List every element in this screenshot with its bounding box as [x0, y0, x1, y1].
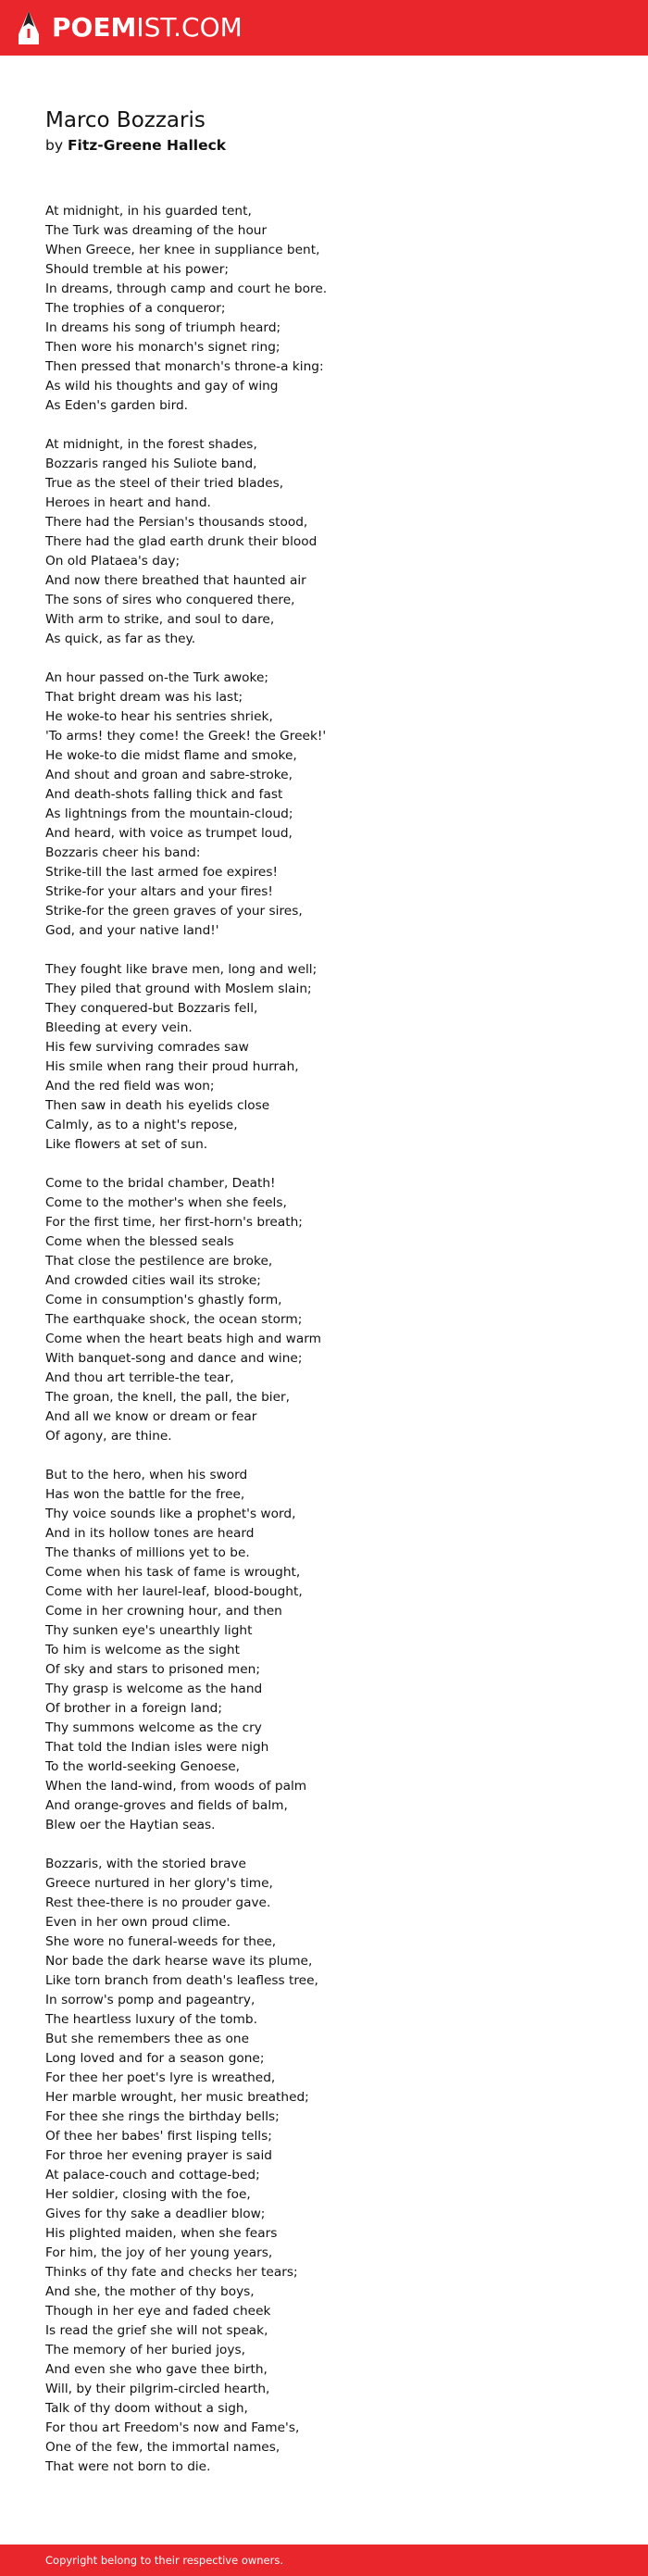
poem-line: At palace-couch and cottage-bed; — [45, 2168, 260, 2182]
poem-line: Strike-till the last armed foe expires! — [45, 865, 278, 880]
poem-line: That close the pestilence are broke, — [45, 1254, 273, 1269]
poem-line: Greece nurtured in her glory's time, — [45, 1876, 273, 1891]
poem-line: Come when his task of fame is wrought, — [45, 1565, 301, 1580]
poem-line: As lightnings from the mountain-cloud; — [45, 807, 293, 821]
poem-stanza — [45, 960, 619, 1155]
poem-line: To the world-seeking Genoese, — [45, 1759, 241, 1774]
poem-line: The Turk was dreaming of the hour — [45, 223, 268, 238]
poem-line: Has won the battle for the free, — [45, 1487, 245, 1502]
poem-line: The memory of her buried joys, — [45, 2343, 245, 2357]
poem-line: And in its hollow tones are heard — [45, 1526, 255, 1541]
poem-line: And heard, with voice as trumpet loud, — [45, 826, 293, 841]
poem-title: Marco Bozzaris — [45, 108, 206, 132]
poem-line: He woke-to die midst flame and smoke, — [45, 748, 297, 763]
poem-line: That told the Indian isles were nigh — [45, 1740, 269, 1755]
poem-line: His plighted maiden, when she fears — [45, 2226, 278, 2241]
poem-stanza — [45, 202, 619, 416]
poem-line: She wore no funeral-weeds for thee, — [45, 1934, 277, 1949]
poem-line: Of agony, are thine. — [45, 1429, 172, 1444]
poem-line: Of brother in a foreign land; — [45, 1701, 222, 1716]
poem-line: Long loved and for a season gone; — [45, 2051, 265, 2066]
poem-stanza — [45, 669, 619, 941]
poem-line: As Eden's garden bird. — [45, 398, 189, 413]
poem-line: And death-shots falling thick and fast — [45, 787, 283, 802]
poem-body — [45, 202, 619, 2496]
copyright-notice: Copyright belong to their respective owners. — [45, 2554, 284, 2567]
poem-stanza — [45, 1855, 619, 2477]
pen-nib-icon — [17, 10, 41, 45]
poem-line: With banquet-song and dance and wine; — [45, 1351, 303, 1366]
poem-byline — [45, 135, 226, 156]
poem-line: Thy summons welcome as the cry — [45, 1720, 262, 1735]
poem-stanza — [45, 1466, 619, 1835]
poem-line: Bozzaris cheer his band: — [45, 845, 201, 860]
poem-line: At midnight, in the forest shades, — [45, 437, 257, 452]
poem-line: And now there breathed that haunted air — [45, 573, 306, 588]
by-prefix: by — [45, 137, 64, 154]
poem-line: On old Plataea's day; — [45, 554, 181, 569]
poem-line: And shout and groan and sabre-stroke, — [45, 768, 293, 782]
poem-line: In dreams his song of triumph heard; — [45, 320, 281, 335]
poem-line: Her soldier, closing with the foe, — [45, 2187, 251, 2202]
site-footer — [0, 2545, 648, 2576]
poem-line: Talk of thy doom without a sigh, — [45, 2401, 248, 2416]
poem-stanza — [45, 435, 619, 649]
poem-line: That were not born to die. — [45, 2459, 211, 2474]
poem-line: And thou art terrible-the tear, — [45, 1370, 234, 1385]
poem-line: That bright dream was his last; — [45, 690, 243, 705]
poem-line: Strike-for the green graves of your sires, — [45, 904, 303, 919]
poem-line: His few surviving comrades saw — [45, 1040, 249, 1055]
poem-line: Her marble wrought, her music breathed; — [45, 2090, 309, 2105]
poem-line: When the land-wind, from woods of palm — [45, 1779, 307, 1794]
poem-line: Though in her eye and faded cheek — [45, 2304, 271, 2319]
logo-wordmark: POEMIST.COM — [52, 12, 243, 43]
poem-line: In sorrow's pomp and pageantry, — [45, 1993, 255, 2007]
poem-line: When Greece, her knee in suppliance bent, — [45, 243, 320, 257]
poem-line: To him is welcome as the sight — [45, 1643, 240, 1657]
poem-line: With arm to strike, and soul to dare, — [45, 612, 275, 627]
poem-line: Calmly, as to a night's repose, — [45, 1118, 238, 1132]
site-header — [0, 0, 648, 56]
poem-line: An hour passed on-the Turk awoke; — [45, 670, 268, 685]
poem-line: Rest thee-there is no prouder gave. — [45, 1895, 271, 1910]
poem-line: The groan, the knell, the pall, the bier, — [45, 1390, 291, 1405]
poem-line: Thinks of thy fate and checks her tears; — [45, 2265, 298, 2280]
poem-line: Even in her own proud clime. — [45, 1915, 231, 1930]
poem-line: Come to the bridal chamber, Death! — [45, 1176, 276, 1191]
poem-line: And the red field was won; — [45, 1079, 215, 1094]
poem-stanza — [45, 1174, 619, 1446]
poem-line: And orange-groves and fields of balm, — [45, 1798, 288, 1813]
poem-line: And crowded cities wail its stroke; — [45, 1273, 261, 1288]
poem-line: The heartless luxury of the tomb. — [45, 2012, 257, 2027]
poem-line: Come to the mother's when she feels, — [45, 1195, 287, 1210]
poem-line: And she, the mother of thy boys, — [45, 2284, 255, 2299]
poem-line: There had the Persian's thousands stood, — [45, 515, 308, 530]
poem-line: Blew oer the Haytian seas. — [45, 1818, 216, 1832]
poem-line: Should tremble at his power; — [45, 262, 229, 277]
poem-line: He woke-to hear his sentries shriek, — [45, 709, 273, 724]
poem-line: For throe her evening prayer is said — [45, 2148, 272, 2163]
poem-line: Like torn branch from death's leafless tree, — [45, 1973, 318, 1988]
poem-line: For thee she rings the birthday bells; — [45, 2109, 280, 2124]
poem-line: For thou art Freedom's now and Fame's, — [45, 2420, 300, 2435]
poem-line: The earthquake shock, the ocean storm; — [45, 1312, 303, 1327]
poem-line: Come with her laurel-leaf, blood-bought, — [45, 1584, 303, 1599]
poem-line: 'To arms! they come! the Greek! the Greek!' — [45, 729, 327, 744]
author-link[interactable]: Fitz-Greene Halleck — [67, 137, 227, 154]
poem-line: As quick, as far as they. — [45, 631, 196, 646]
poem-line: Come in consumption's ghastly form, — [45, 1293, 282, 1307]
poem-line: Thy sunken eye's unearthly light — [45, 1623, 253, 1638]
poem-line: Thy grasp is welcome as the hand — [45, 1682, 263, 1696]
poem-line: The trophies of a conqueror; — [45, 301, 226, 316]
poem-line: They conquered-but Bozzaris fell, — [45, 1001, 258, 1016]
poem-line: There had the glad earth drunk their blood — [45, 534, 318, 549]
poem-line: Strike-for your altars and your fires! — [45, 884, 273, 899]
poem-line: And all we know or dream or fear — [45, 1409, 257, 1424]
poem-line: Of sky and stars to prisoned men; — [45, 1662, 260, 1677]
poem-line: For him, the joy of her young years, — [45, 2245, 273, 2260]
poem-line: They piled that ground with Moslem slain; — [45, 982, 312, 996]
poem-line: One of the few, the immortal names, — [45, 2440, 280, 2455]
poem-line: Come when the blessed seals — [45, 1234, 234, 1249]
poem-line: Will, by their pilgrim-circled hearth, — [45, 2382, 270, 2396]
poem-line: God, and your native land!' — [45, 923, 219, 938]
poem-line: Bleeding at every vein. — [45, 1020, 193, 1035]
poem-line: Thy voice sounds like a prophet's word, — [45, 1507, 296, 1521]
poem-line: The sons of sires who conquered there, — [45, 593, 295, 607]
poem-line: Heroes in heart and hand. — [45, 495, 211, 510]
poem-line: His smile when rang their proud hurrah, — [45, 1059, 299, 1074]
poem-line: Come when the heart beats high and warm — [45, 1332, 321, 1346]
poem-line: Come in her crowning hour, and then — [45, 1604, 282, 1619]
poem-line: As wild his thoughts and gay of wing — [45, 379, 279, 394]
poem-line: Then pressed that monarch's throne-a king: — [45, 359, 324, 374]
poem-line: Then wore his monarch's signet ring; — [45, 340, 280, 355]
poem-line: Is read the grief she will not speak, — [45, 2323, 268, 2338]
poem-line: But she remembers thee as one — [45, 2032, 249, 2046]
poem-line: The thanks of millions yet to be. — [45, 1545, 250, 1560]
poem-line: Bozzaris ranged his Suliote band, — [45, 456, 257, 471]
poem-line: At midnight, in his guarded tent, — [45, 204, 252, 219]
poem-line: Like flowers at set of sun. — [45, 1137, 208, 1152]
poem-line: Bozzaris, with the storied brave — [45, 1857, 246, 1871]
poem-line: Of thee her babes' first lisping tells; — [45, 2129, 272, 2144]
poem-line: For the first time, her first-horn's breath; — [45, 1215, 303, 1230]
poem-line: Gives for thy sake a deadlier blow; — [45, 2207, 266, 2221]
poem-line: They fought like brave men, long and well; — [45, 962, 318, 977]
site-logo-link[interactable] — [17, 9, 243, 46]
poem-line: But to the hero, when his sword — [45, 1468, 248, 1482]
poem-line: And even she who gave thee birth, — [45, 2362, 268, 2377]
poem-line: Then saw in death his eyelids close — [45, 1098, 270, 1113]
poem-line: True as the steel of their tried blades, — [45, 476, 284, 491]
poem-line: Nor bade the dark hearse wave its plume, — [45, 1954, 313, 1969]
poem-line: For thee her poet's lyre is wreathed, — [45, 2070, 276, 2085]
poem-line: In dreams, through camp and court he bore. — [45, 281, 328, 296]
